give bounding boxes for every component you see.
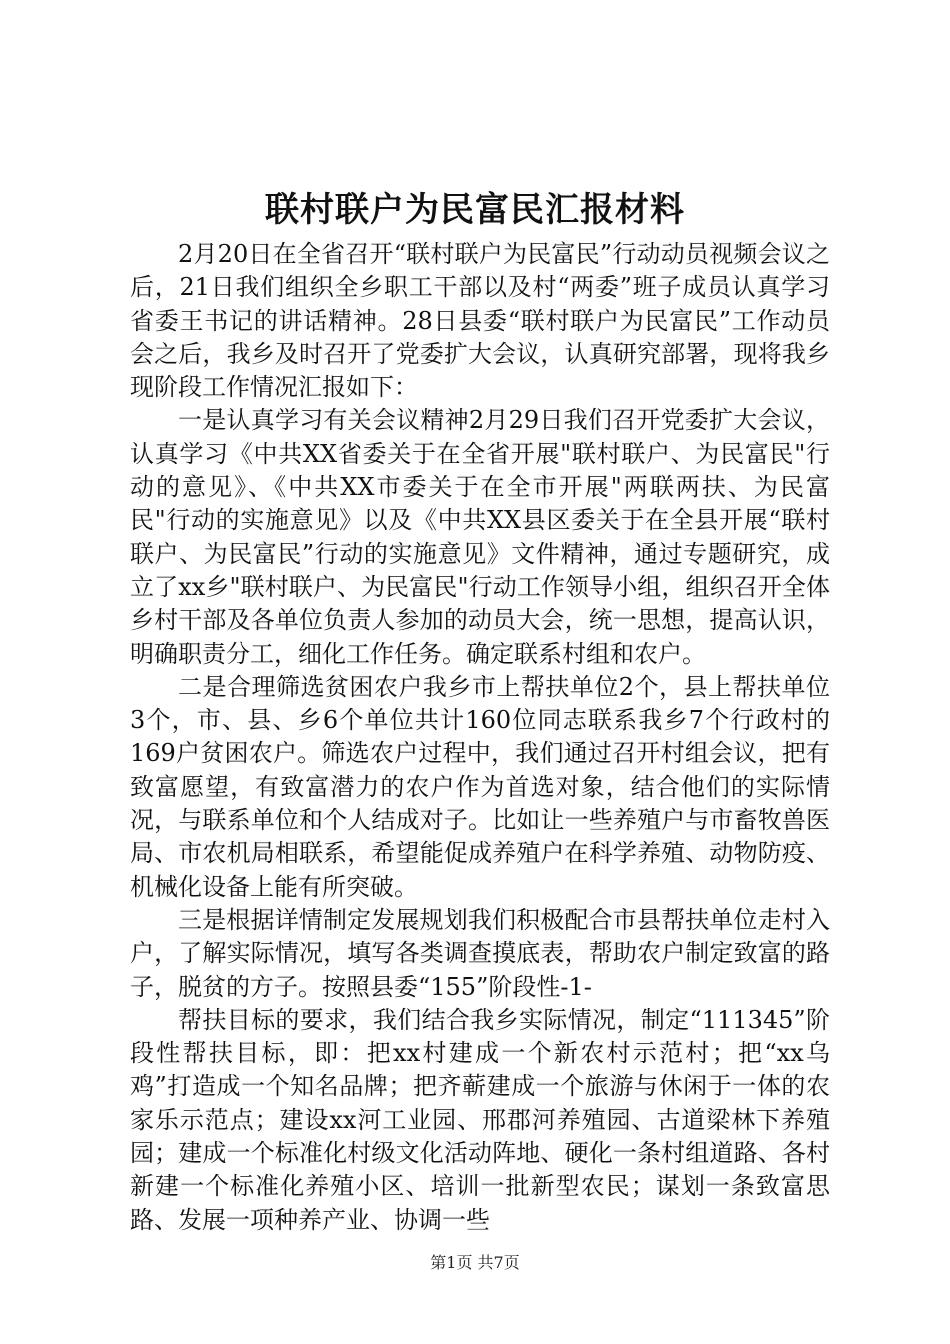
paragraph-development-plan: 三是根据详情制定发展规划我们积极配合市县帮扶单位走村入户，了解实际情况，填写各类调查摸底表，帮助农户制定致富的路子，脱贫的方子。按照县委“155”阶段性-1-	[130, 905, 830, 1001]
paragraph-assistance-goals: 帮扶目标的要求，我们结合我乡实际情况，制定“111345”阶段性帮扶目标，即：把xx村建成一个新农村示范村；把“xx乌鸡”打造成一个知名品牌；把齐蕲建成一个旅游与休闲于一体的农家乐示范点；建设xx河工业园、邢郡河养殖园、古道梁林下养殖园；建成一个标准化村级文化活动阵地、硬化一条村组道路、各村新建一个标准化养殖小区、培训一批新型农民；谋划一条致富思路、发展一项种养产业、协调一些	[130, 1005, 830, 1234]
paragraph-study-meeting: 一是认真学习有关会议精神2月29日我们召开党委扩大会议，认真学习《中共XX省委关于在全省开展"联村联户、为民富民"行动的意见》、《中共XX市委关于在全市开展"两联两扶、为民富民"行动的实施意见》以及《中共XX县区委关于在全县开展“联村联户、为民富民”行动的实施意见》文件精神，通过专题研究，成立了xx乡"联村联户、为民富民"行动工作领导小组，组织召开全体乡村干部及各单位负责人参加的动员大会，统一思想，提高认识，明确职责分工，细化工作任务。确定联系村组和农户。	[130, 406, 830, 668]
paragraph-screen-households: 二是合理筛选贫困农户我乡市上帮扶单位2个，县上帮扶单位3个，市、县、乡6个单位共计160位同志联系我乡7个行政村的169户贫困农户。筛选农户过程中，我们通过召开村组会议，把有致富愿望，有致富潜力的农户作为首选对象，结合他们的实际情况，与联系单位和个人结成对子。比如让一些养殖户与市畜牧兽医局、市农机局相联系，希望能促成养殖户在科学养殖、动物防疫、机械化设备上能有所突破。	[130, 672, 830, 901]
document-body	[130, 238, 830, 1237]
page-number-footer: 第1页 共7页	[430, 1253, 520, 1272]
paragraph-intro: 2月20日在全省召开“联村联户为民富民”行动动员视频会议之后，21日我们组织全乡职工干部以及村“两委”班子成员认真学习省委王书记的讲话精神。28日县委“联村联户为民富民”工作动员会之后，我乡及时召开了党委扩大会议，认真研究部署，现将我乡现阶段工作情况汇报如下：	[130, 240, 830, 402]
document-title: 联村联户为民富民汇报材料	[265, 190, 685, 230]
